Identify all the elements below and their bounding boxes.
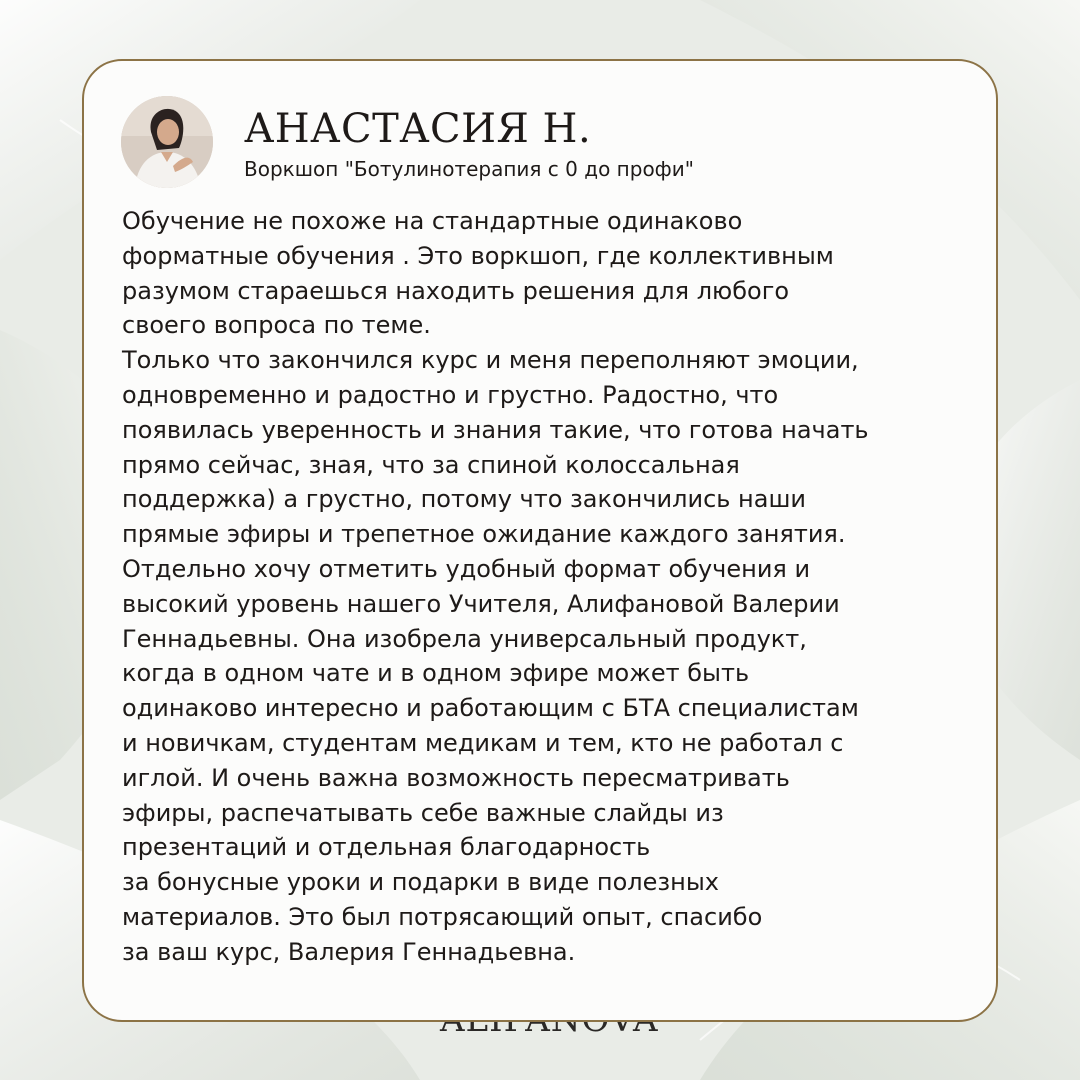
avatar: [121, 96, 213, 188]
woman-portrait-photo-icon: [121, 96, 213, 188]
review-text: Обучение не похоже на стандартные одинаково форматные обучения . Это воркшоп, где коллективным разумом стараешься находить решения для любого своего вопроса по теме. Только что закончился курс и меня переполняют эмоции, одновременно и радостно и грустно. Радостно, что появилась уверенность и знания такие, что готова начать прямо сейчас, зная, что за спиной колоссальная поддержка) а грустно, потому что закончились наши прямые эфиры и трепетное ожидание каждого занятия. Отдельно хочу отметить удобный формат обучения и высокий уровень нашего Учителя, Алифановой Валерии Геннадьевны. Она изобрела универсальный продукт, когда в одном чате и в одном эфире может быть одинаково интересно и работающим с БТА специалистам и новичкам, студентам медикам и тем, кто не работал с иглой. И очень важна возможность пересматривать эфиры, распечатывать себе важные слайды из презентаций и отдельная благодарность за бонусные уроки и подарки в виде полезных материалов. Это был потрясающий опыт, спасибо за ваш курс, Валерия Геннадьевна.: [122, 207, 869, 966]
course-title: Воркшоп "Ботулинотерапия с 0 до профи": [244, 157, 694, 181]
review-card: [82, 59, 998, 1022]
reviewer-name: АНАСТАСИЯ Н.: [244, 106, 592, 152]
